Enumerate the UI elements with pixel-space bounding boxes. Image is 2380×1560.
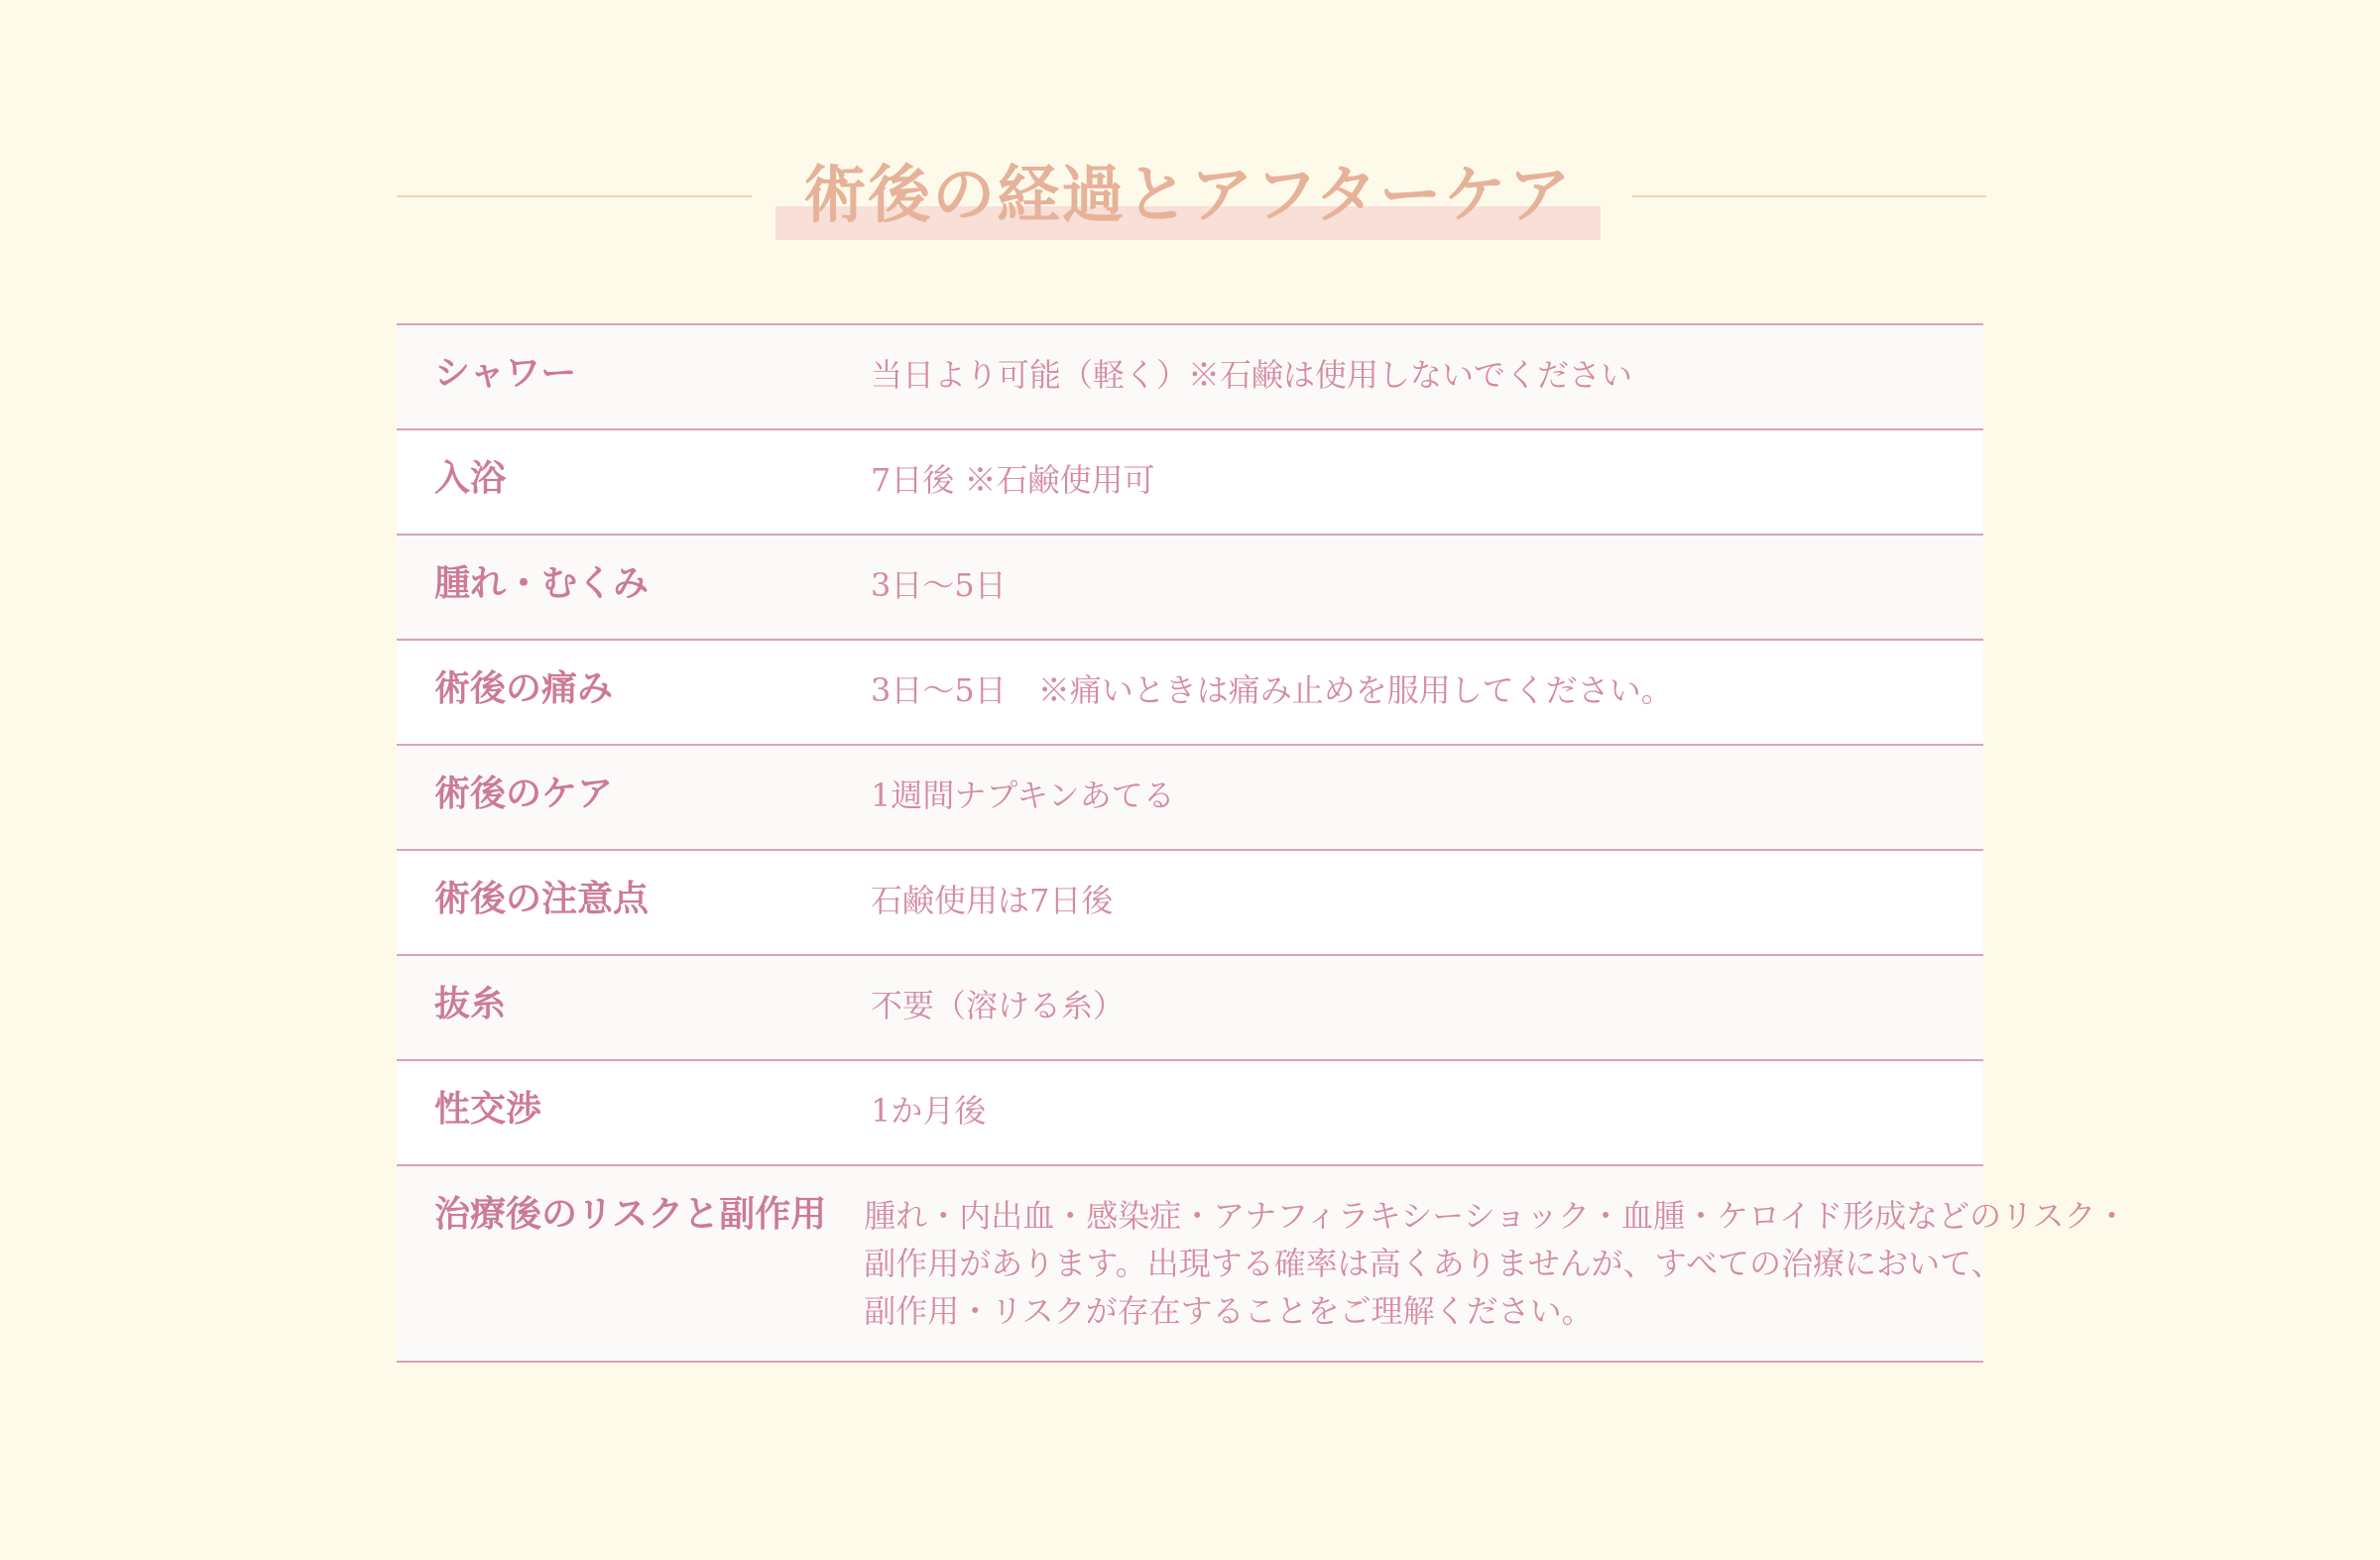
row-label: 術後の痛み — [434, 667, 614, 709]
aftercare-table — [397, 323, 2128, 1363]
table-row — [397, 430, 1983, 536]
row-value-line: 7日後 ※石鹸使用可 — [871, 461, 1155, 499]
section-header — [397, 149, 1983, 248]
table-row — [397, 1166, 2128, 1363]
table-row — [397, 956, 1983, 1061]
table-row — [397, 536, 1983, 641]
row-value-line: 腫れ・内出血・感染症・アナフィラキシーショック・血腫・ケロイド形成などのリスク・ — [864, 1197, 2128, 1235]
row-label: 性交渉 — [434, 1088, 542, 1130]
row-label: 腫れ・むくみ — [434, 562, 650, 604]
row-value-line: 1週間ナプキンあてる — [871, 777, 1175, 814]
page-title: 術後の経過とアフターケア — [803, 158, 1573, 231]
row-value — [833, 746, 1983, 849]
table-row — [397, 325, 1983, 430]
row-value — [833, 430, 1983, 534]
row-value — [833, 536, 1983, 639]
table-row — [397, 1061, 1983, 1166]
row-label: 術後のケア — [434, 773, 614, 814]
row-value — [833, 325, 1983, 428]
table-row — [397, 746, 1983, 851]
row-value-line: 3日〜5日 ※痛いときは痛み止めを服用してください。 — [871, 671, 1673, 709]
table-row — [397, 851, 1983, 956]
row-value-line: 副作用があります。出現する確率は高くありませんが、すべての治療において、 — [864, 1245, 2003, 1282]
row-value-line: 石鹸使用は7日後 — [871, 882, 1114, 919]
row-value-line: 当日より可能（軽く）※石鹸は使用しないでください — [871, 356, 1633, 394]
row-value — [833, 851, 1983, 954]
row-value-line: 副作用・リスクが存在することをご理解ください。 — [864, 1292, 1594, 1330]
row-value — [826, 1166, 2157, 1361]
row-value-line: 3日〜5日 — [871, 566, 1007, 604]
title-divider-left — [397, 195, 752, 197]
row-label: 抜糸 — [434, 983, 507, 1024]
row-value — [833, 641, 1983, 744]
row-label: 術後の注意点 — [434, 878, 650, 919]
row-value — [833, 956, 1983, 1059]
row-label: 入浴 — [434, 457, 507, 499]
row-label: 治療後のリスクと副作用 — [434, 1193, 827, 1235]
row-value-line: 不要（溶ける糸） — [871, 987, 1126, 1024]
table-row — [397, 641, 1983, 746]
row-label: シャワー — [434, 352, 577, 394]
row-value — [833, 1061, 1983, 1164]
title-divider-right — [1632, 195, 1986, 197]
row-value-line: 1か月後 — [871, 1092, 987, 1130]
